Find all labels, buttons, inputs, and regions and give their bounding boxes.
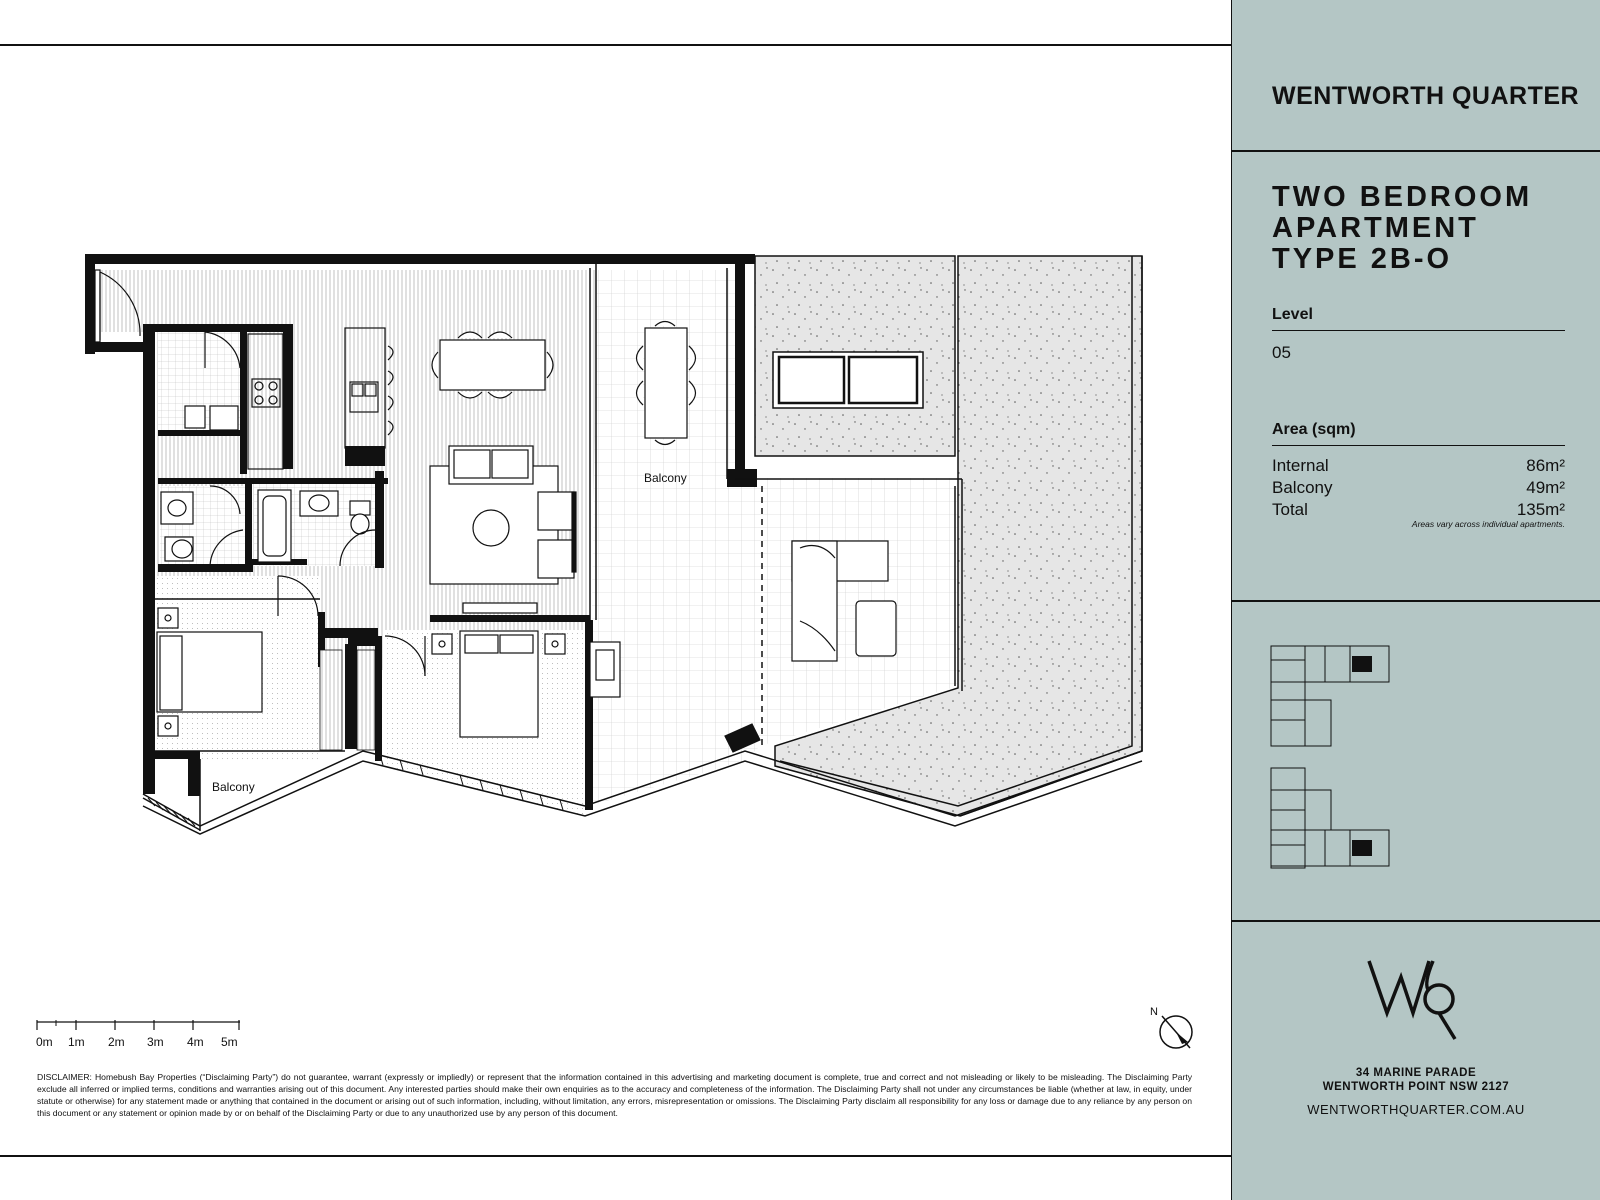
brand-title: WENTWORTH QUARTER	[1272, 82, 1580, 110]
area-label: Balcony	[1272, 478, 1333, 497]
scale-bar-graphic	[36, 1020, 246, 1034]
area-value: 49m²	[1526, 478, 1565, 497]
building-key-plan	[1270, 640, 1400, 880]
north-arrow-icon	[1148, 1006, 1196, 1050]
website-link[interactable]: WENTWORTHQUARTER.COM.AU	[1307, 1102, 1525, 1117]
apartment-title-line-3: TYPE 2B-O	[1272, 243, 1453, 275]
small-balcony-label: Balcony	[212, 780, 255, 794]
main-balcony-label: Balcony	[644, 471, 687, 485]
north-label: N	[1150, 1006, 1158, 1018]
skylight-pane-2	[849, 357, 917, 403]
scale-label: 2m	[108, 1035, 125, 1049]
living-furniture	[430, 446, 576, 584]
area-label: Total	[1272, 500, 1308, 519]
address-line-1: 34 MARINE PARADE	[1355, 1067, 1477, 1079]
balcony-dining	[637, 322, 696, 445]
level-value: 05	[1272, 343, 1291, 362]
dining-table	[432, 332, 553, 398]
wq-monogram-logo-icon	[1367, 955, 1467, 1045]
area-row-internal	[1272, 456, 1565, 476]
sidebar-divider-2	[1232, 600, 1600, 602]
area-label: Internal	[1272, 456, 1329, 475]
floor-plan-area	[0, 46, 1230, 1154]
area-value: 135m²	[1516, 500, 1565, 519]
floor-plan	[0, 46, 1230, 1146]
area-row-total	[1272, 500, 1565, 520]
entry-floor	[96, 270, 154, 332]
key-plan-highlight	[1352, 656, 1372, 672]
area-value: 86m²	[1526, 456, 1565, 475]
apartment-title	[1272, 182, 1532, 275]
scale-label: 4m	[187, 1035, 204, 1049]
disclaimer-text: DISCLAIMER: Homebush Bay Properties (“Disclaiming Party”) do not guarantee, warrant (expressly or impliedly) or represent that the information contained in this advertising and marketing document is complete, true and correct and not misleading or likely to be misleading. The Disclaiming Party exclude all inferred or implied terms, conditions and warranties arising out of this document. Any interested parties should make their own enquiries as to the accuracy and completeness of the information. The Disclaiming Party shall not under any circumstances be liable (whether at law, in equity, under statute or otherwise) for any statement made or anything that contained in the document or arising out of such information, including, without limitation, any errors, misrepresentation or omissions. The Disclaiming Party disclaim all responsibility for any loss or damage due to any reliance by any person on this document or any statement or opinion made by or on behalf of the Disclaiming Party or due to any unauthorized use by any person of this document.	[37, 1072, 1192, 1118]
area-rule	[1272, 445, 1565, 446]
level-heading: Level	[1272, 306, 1313, 323]
apartment-title-line-2: APARTMENT	[1272, 212, 1479, 244]
scale-label: 1m	[68, 1035, 85, 1049]
info-sidebar	[1232, 0, 1600, 1200]
sidebar-divider-1	[1232, 150, 1600, 152]
area-heading: Area (sqm)	[1272, 421, 1356, 438]
key-plan-highlight	[1352, 840, 1372, 856]
scale-bar	[36, 1020, 246, 1054]
scale-label: 0m	[36, 1035, 53, 1049]
sidebar-divider-3	[1232, 920, 1600, 922]
apartment-title-line-1: TWO BEDROOM	[1272, 181, 1533, 213]
area-note: Areas vary across individual apartments.	[1411, 519, 1565, 529]
north-arrow	[1148, 1006, 1196, 1050]
bottom-frame-line	[0, 1155, 1232, 1157]
skylight-pane-1	[779, 357, 844, 403]
level-rule	[1272, 330, 1565, 331]
scale-label: 3m	[147, 1035, 164, 1049]
area-row-balcony	[1272, 478, 1565, 498]
scale-label: 5m	[221, 1035, 238, 1049]
address-line-2: WENTWORTH POINT NSW 2127	[1322, 1081, 1510, 1093]
